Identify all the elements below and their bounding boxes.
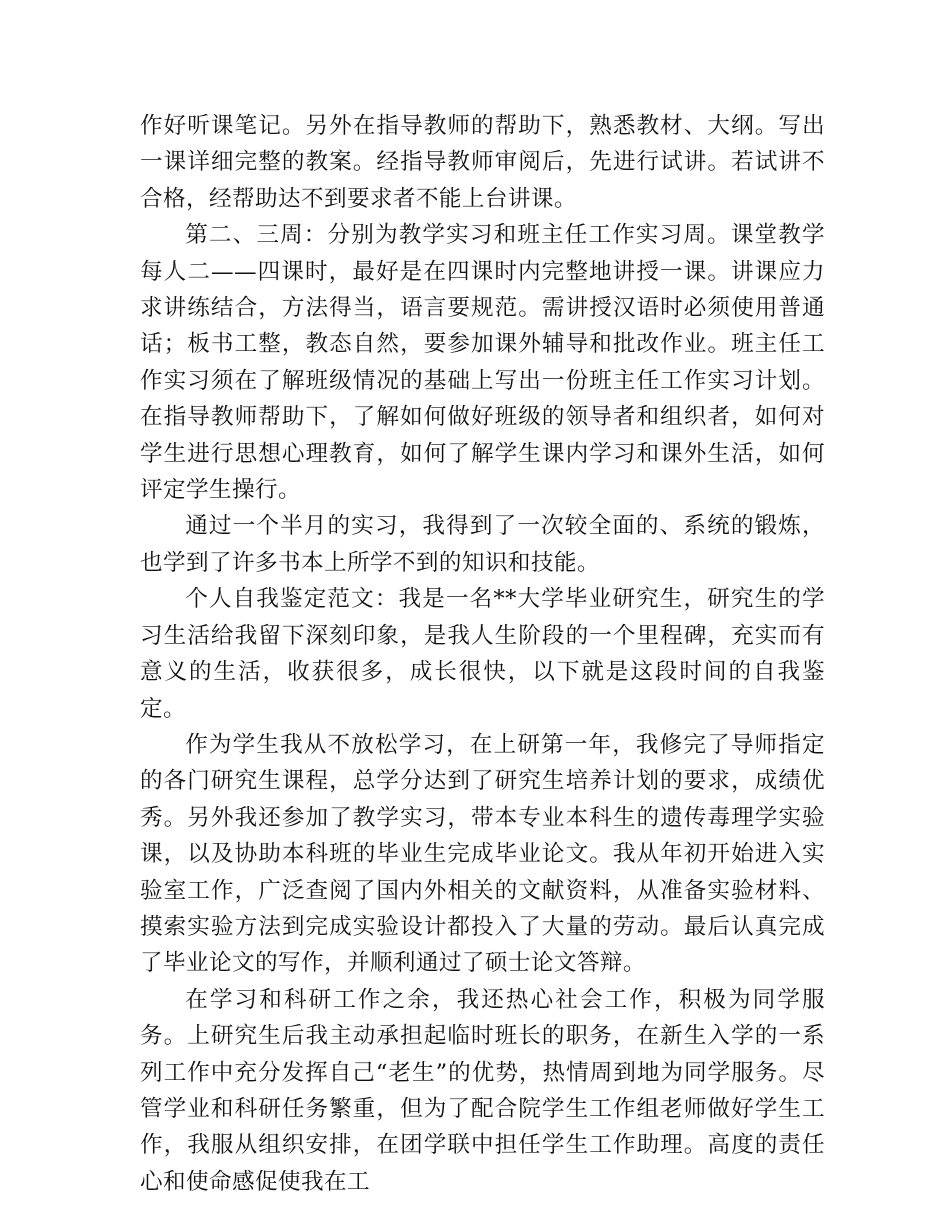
- paragraph-5: 作为学生我从不放松学习，在上研第一年，我修完了导师指定的各门研究生课程，总学分达到了研究生培养计划的要求，成绩优秀。另外我还参加了教学实习，带本专业本科生的遗传毒理学实验课，以及协助本科班的毕业生完成毕业论文。我从年初开始进入实验室工作，广泛查阅了国内外相关的文献资料，从准备实验材料、摸索实验方法到完成实验设计都投入了大量的劳动。最后认真完成了毕业论文的写作，并顺利通过了硕士论文答辩。: [140, 731, 825, 977]
- paragraph-6: 在学习和科研工作之余，我还热心社会工作，积极为同学服务。上研究生后我主动承担起临时班长的职务，在新生入学的一系列工作中充分发挥自己“老生”的优势，热情周到地为同学服务。尽管学业和科研任务繁重，但为了配合院学生工作组老师做好学生工作，我服从组织安排，在团学联中担任学生工作助理。高度的责任心和使命感促使我在工: [140, 986, 825, 1195]
- paragraph-3: 通过一个半月的实习，我得到了一次较全面的、系统的锻炼，也学到了许多书本上所学不到的知识和技能。: [140, 513, 825, 576]
- document-body: [140, 108, 825, 1200]
- paragraph-1: 作好听课笔记。另外在指导教师的帮助下，熟悉教材、大纲。写出一课详细完整的教案。经指导教师审阅后，先进行试讲。若试讲不合格，经帮助达不到要求者不能上台讲课。: [140, 113, 825, 212]
- paragraph-4: 个人自我鉴定范文：我是一名**大学毕业研究生，研究生的学习生活给我留下深刻印象，是我人生阶段的一个里程碑，充实而有意义的生活，收获很多，成长很快，以下就是这段时间的自我鉴定。: [140, 586, 825, 722]
- paragraph-2: 第二、三周：分别为教学实习和班主任工作实习周。课堂教学每人二——四课时，最好是在四课时内完整地讲授一课。讲课应力求讲练结合，方法得当，语言要规范。需讲授汉语时必须使用普通话；板书工整，教态自然，要参加课外辅导和批改作业。班主任工作实习须在了解班级情况的基础上写出一份班主任工作实习计划。在指导教师帮助下，了解如何做好班级的领导者和组织者，如何对学生进行思想心理教育，如何了解学生课内学习和课外生活，如何评定学生操行。: [140, 222, 825, 504]
